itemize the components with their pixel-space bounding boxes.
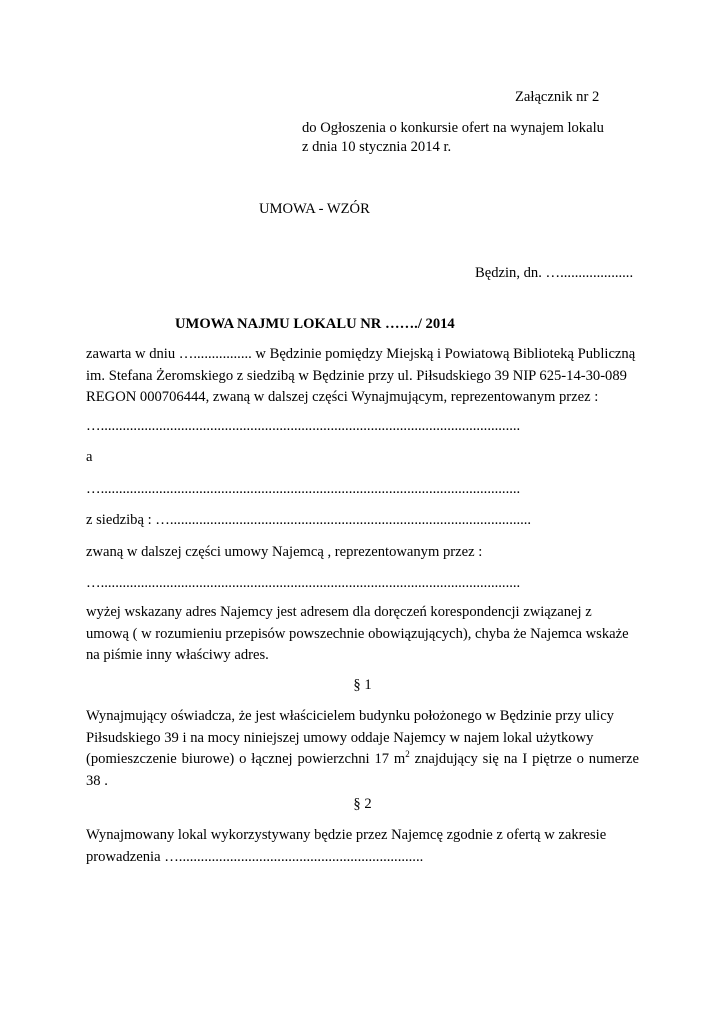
address-clause-line: na piśmie inny właściwy adres. (86, 647, 269, 663)
announcement-reference-line2: z dnia 10 stycznia 2014 r. (302, 139, 452, 155)
tenant-intro: zwaną w dalszej części umowy Najemcą , reprezentowanym przez : (86, 544, 483, 560)
section-1-heading: § 1 (353, 677, 372, 693)
section-1-floor-text: znajdujący się na I piętrze o numerze (409, 751, 640, 767)
section-2-line: Wynajmowany lokal wykorzystywany będzie przez Najemcę zgodnie z ofertą w zakresie (86, 827, 607, 843)
contract-title: UMOWA NAJMU LOKALU NR ……./ 2014 (175, 316, 455, 332)
section-2-line: prowadzenia …................................................................... (86, 848, 424, 865)
section-1-line: Piłsudskiego 39 i na mocy niniejszej umowy oddaje Najemcy w najem lokal użytkowy (86, 729, 594, 746)
address-clause-line: umową ( w rozumieniu przepisów powszechnie obowiązujących), chyba że Najemca wskaże (86, 625, 629, 642)
document-type: UMOWA - WZÓR (259, 201, 370, 217)
section-1-area-text: (pomieszczenie biurowe) o łącznej powierzchni 17 m (86, 751, 406, 767)
tenant-seat-line: z siedzibą : …................................................................................................... (86, 512, 532, 528)
section-1-body (86, 706, 639, 792)
attachment-label: Załącznik nr 2 (515, 89, 600, 105)
address-clause-line: wyżej wskazany adres Najemcy jest adresem dla doręczeń korespondencji związanej z (86, 604, 592, 620)
tenant-representative-fill-line: …................................................................................................................... (86, 575, 521, 591)
intro-line: REGON 000706444, zwaną w dalszej części Wynajmującym, reprezentowanym przez : (86, 389, 599, 405)
address-clause (86, 602, 639, 667)
square-meter-superscript: 2 (405, 749, 410, 759)
intro-line: zawarta w dniu …................ w Będzinie pomiędzy Miejską i Powiatową Biblioteką Publiczną (86, 346, 636, 362)
section-2-body (86, 825, 639, 868)
intro-paragraph (86, 344, 639, 409)
conjunction-a: a (86, 449, 93, 465)
place-and-date: Będzin, dn. ….................... (475, 265, 634, 281)
section-1-line (86, 749, 639, 771)
announcement-reference-line1: do Ogłoszenia o konkursie ofert na wynajem lokalu (302, 120, 604, 136)
landlord-representative-fill-line: …................................................................................................................... (86, 418, 521, 434)
intro-line: im. Stefana Żeromskiego z siedzibą w Będzinie przy ul. Piłsudskiego 39 NIP 625-14-30-089 (86, 367, 627, 384)
tenant-name-fill-line: …................................................................................................................... (86, 481, 521, 497)
section-1-line: Wynajmujący oświadcza, że jest właścicielem budynku położonego w Będzinie przy ulicy (86, 708, 614, 724)
section-1-line: 38 . (86, 772, 108, 789)
section-2-heading: § 2 (353, 796, 372, 812)
